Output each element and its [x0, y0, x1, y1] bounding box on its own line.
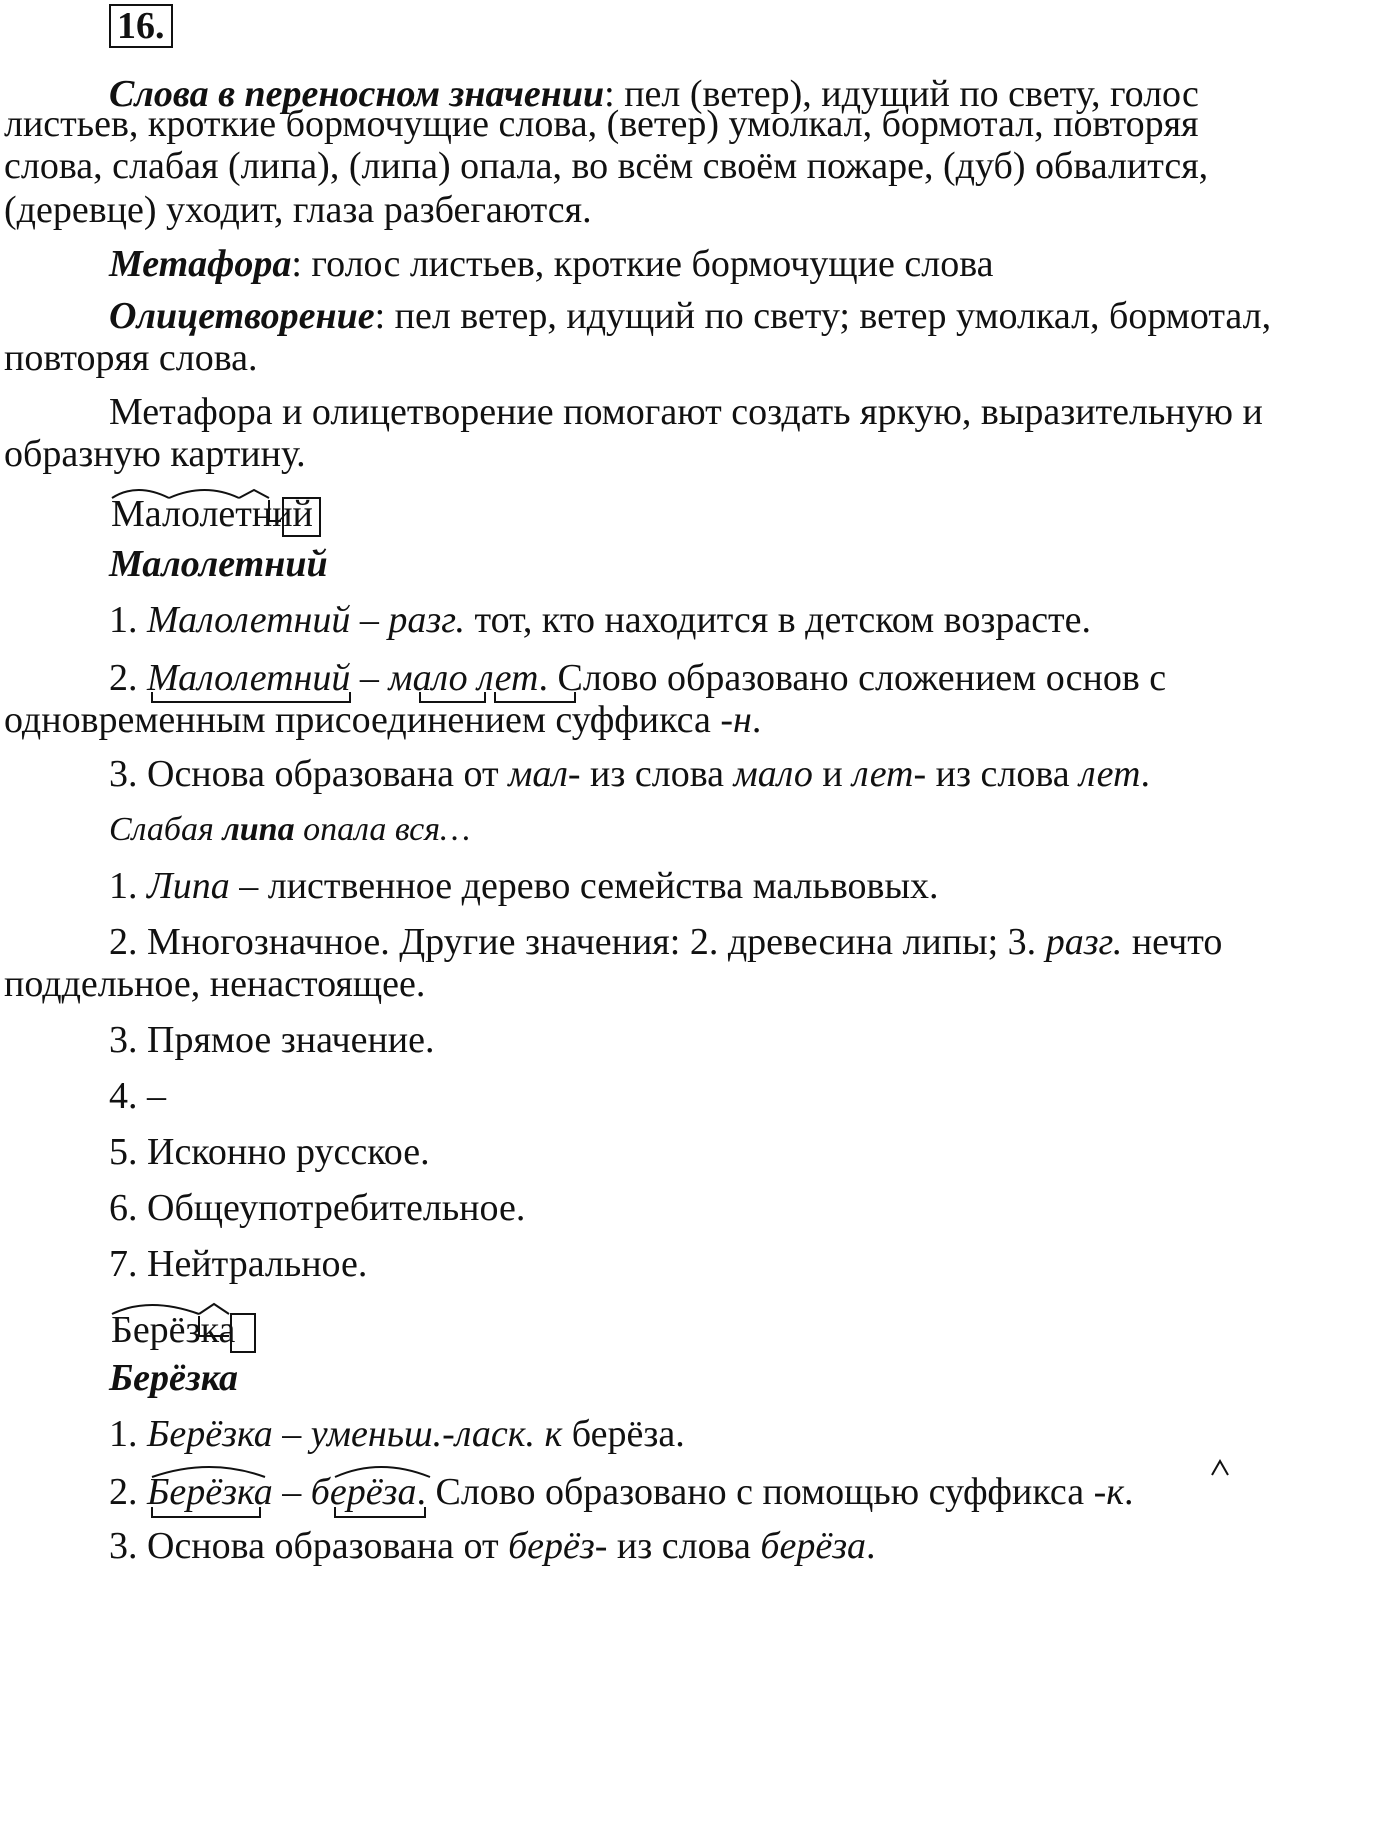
- quote-line: Слабая липа опала вся…: [109, 811, 471, 848]
- paragraph-figurative-line-4: (деревце) уходит, глаза разбегаются.: [4, 189, 592, 231]
- morpheme-word: Берёзка: [111, 1309, 236, 1351]
- paragraph-personification-line-1: Олицетворение: пел ветер, идущий по свету; ветер умолкал, бормотал,: [109, 295, 1272, 337]
- lipa-item-6: 6. Общеупотребительное.: [109, 1187, 526, 1229]
- paragraph-metaphor: Метафора: голос листьев, кроткие бормочущие слова: [109, 243, 994, 285]
- berezka-item-1: 1. Берёзка – уменьш.-ласк. к берёза.: [109, 1413, 685, 1455]
- berezka-item-2-marks: [150, 1455, 1250, 1525]
- malo-item-2-line-1: 2. Малолетний – мало лет. Слово образовано сложением основ с: [109, 657, 1167, 699]
- berezka-item-2: 2. Берёзка – берёза. Слово образовано с помощью суффикса -к.: [109, 1471, 1134, 1513]
- lipa-item-4: 4. –: [109, 1075, 166, 1117]
- berezka-item-3: 3. Основа образована от берёз- из слова берёза.: [109, 1525, 876, 1567]
- paragraph-conclusion-line-1: Метафора и олицетворение помогают создать яркую, выразительную и: [109, 391, 1263, 433]
- morpheme-parse-malolетний: [109, 486, 349, 546]
- morpheme-parse-berezka: [109, 1300, 289, 1360]
- malo-item-1: 1. Малолетний – разг. тот, кто находится в детском возрасте.: [109, 599, 1092, 641]
- paragraph-figurative-line-3: слова, слабая (липа), (липа) опала, во всём своём пожаре, (дуб) обвалится,: [4, 145, 1209, 187]
- exercise-number: 16.: [109, 4, 173, 48]
- malo-item-2-line-2: одновременным присоединением суффикса -н.: [4, 699, 762, 741]
- lipa-item-5: 5. Исконно русское.: [109, 1131, 430, 1173]
- lipa-item-1: 1. Липа – лиственное дерево семейства мальвовых.: [109, 865, 939, 907]
- morpheme-word: Малолетний: [111, 493, 313, 535]
- paragraph-figurative-line-1: Слова в переносном значении: пел (ветер), идущий по свету, голос: [109, 73, 1199, 115]
- heading-berezka: Берёзка: [109, 1357, 239, 1399]
- figurative-label: Слова в переносном значении: [109, 73, 605, 115]
- paragraph-conclusion-line-2: образную картину.: [4, 433, 306, 475]
- paragraph-figurative-line-2: листьев, кроткие бормочущие слова, (ветер) умолкал, бормотал, повторяя: [4, 103, 1199, 145]
- lipa-item-2-line-1: 2. Многозначное. Другие значения: 2. древесина липы; 3. разг. нечто: [109, 921, 1223, 963]
- lipa-item-3: 3. Прямое значение.: [109, 1019, 435, 1061]
- heading-malolетний: Малолетний: [109, 543, 328, 585]
- personification-label: Олицетворение: [109, 295, 375, 337]
- malo-item-3: 3. Основа образована от мал- из слова мало и лет- из слова лет.: [109, 753, 1150, 795]
- paragraph-personification-line-2: повторяя слова.: [4, 337, 258, 379]
- lipa-item-7: 7. Нейтральное.: [109, 1243, 368, 1285]
- metaphor-label: Метафора: [109, 243, 292, 285]
- lipa-item-2-line-2: поддельное, ненастоящее.: [4, 963, 426, 1005]
